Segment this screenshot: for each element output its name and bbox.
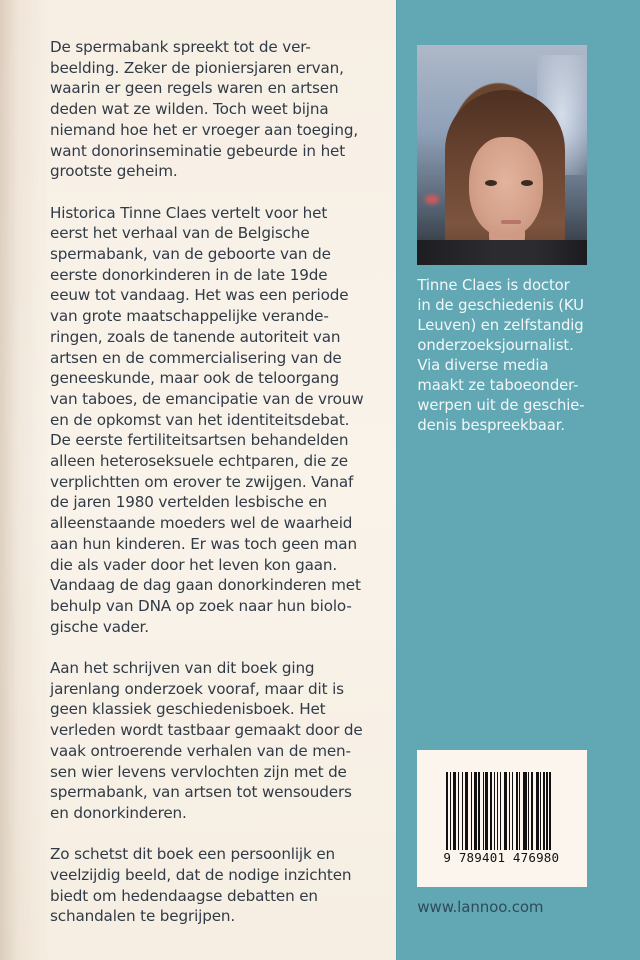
publisher-website: www.lannoo.com [417,898,544,916]
blurb-line: vaak ontroerende verhalen van de men- [50,741,351,760]
blurb-line: geen klassiek geschiedenisboek. Het [50,700,326,719]
blurb-line: deden wat ze wilden. Toch weet bijna [50,100,329,119]
blurb-paragraph-3 [50,658,395,824]
blurb-line: van grote maatschappelijke verande- [50,307,329,326]
bio-line: Tinne Claes is doctor [417,277,570,294]
blurb-line: van taboes, de emancipatie van de vrouw [50,389,364,408]
photo-jacket [417,240,587,265]
author-panel [396,0,640,960]
blurb-line: verplichtten om erover te zwijgen. Vanaf [50,472,354,491]
blurb-line: veelzijdig beeld, dat de nodige inzichten [50,866,352,885]
blurb-line: Vandaag de dag gaan donorkinderen met [50,576,361,595]
blurb-line: sen wier levens vervlochten zijn met de [50,762,347,781]
blurb-line: eerste donorkinderen in de late 19de [50,265,328,284]
blurb-line: spermabank, van de geboorte van de [50,245,331,264]
blurb-paragraph-1 [50,37,395,182]
bio-line: maakt ze taboeonder- [417,377,579,394]
bio-line: Leuven) en zelfstandig [417,317,584,334]
blurb-line: Aan het schrijven van dit boek ging [50,659,315,678]
blurb-line: behulp van DNA op zoek naar hun biolo- [50,596,352,615]
photo-red-light [425,195,439,204]
blurb-line: eeuw tot vandaag. Het was een periode [50,286,349,305]
blurb-line: beelding. Zeker de pioniersjaren ervan, [50,58,344,77]
blurb-line: en de opkomst van het identiteitsdebat. [50,410,350,429]
blurb-line: alleenstaande moeders wel de waarheid [50,514,353,533]
blurb-line: grootste geheim. [50,162,178,181]
barcode-bars [446,772,564,862]
blurb-line: waarin er geen regels waren en artsen [50,79,339,98]
blurb-line: Zo schetst dit boek een persoonlijk en [50,845,335,864]
blurb-line: alleen heteroseksuele echtparen, die ze [50,452,348,471]
blurb-line: verleden wordt tastbaar gemaakt door de [50,721,363,740]
bio-line: onderzoeksjournalist. [417,337,574,354]
blurb-line: De spermabank spreekt tot de ver- [50,38,311,56]
author-bio [417,276,632,436]
blurb-line: de jaren 1980 vertelden lesbische en [50,493,328,512]
isbn-barcode [417,750,587,887]
author-photo [417,45,587,265]
blurb-line: ringen, zoals de tanende autoriteit van [50,327,341,346]
blurb-line: biedt om hedendaagse debatten en [50,886,318,905]
blurb-line: schandalen te begrijpen. [50,907,236,926]
blurb-line: niemand hoe het er vroeger aan toeging, [50,120,358,139]
blurb-line: geneeskunde, maar ook de teloorgang [50,369,339,388]
blurb-line: Historica Tinne Claes vertelt voor het [50,203,328,222]
bio-line: werpen uit de geschie- [417,397,585,414]
blurb-line: spermabank, van artsen tot wensouders [50,783,352,802]
blurb-line: artsen en de commercialisering van de [50,348,342,367]
bio-line: in de geschiedenis (KU [417,297,584,314]
blurb-line: jarenlang onderzoek vooraf, maar dit is [50,679,344,698]
bio-line: Via diverse media [417,357,549,374]
blurb-line: gische vader. [50,617,149,636]
blurb-line: De eerste fertiliteitsartsen behandelden [50,431,349,450]
blurb-line: want donorinseminatie gebeurde in het [50,141,346,160]
blurb-paragraph-2 [50,203,395,638]
bio-line: denis bespreekbaar. [417,417,565,434]
isbn-number [443,850,573,865]
isbn-digits: 9 789401 476980 [443,850,560,865]
blurb-text [50,37,395,948]
blurb-paragraph-4 [50,844,395,927]
blurb-line: aan hun kinderen. Er was toch geen man [50,534,357,553]
blurb-line: die als vader door het leven kon gaan. [50,555,338,574]
blurb-line: en donorkinderen. [50,803,187,822]
blurb-line: eerst het verhaal van de Belgische [50,224,310,243]
photo-mouth [501,220,521,224]
